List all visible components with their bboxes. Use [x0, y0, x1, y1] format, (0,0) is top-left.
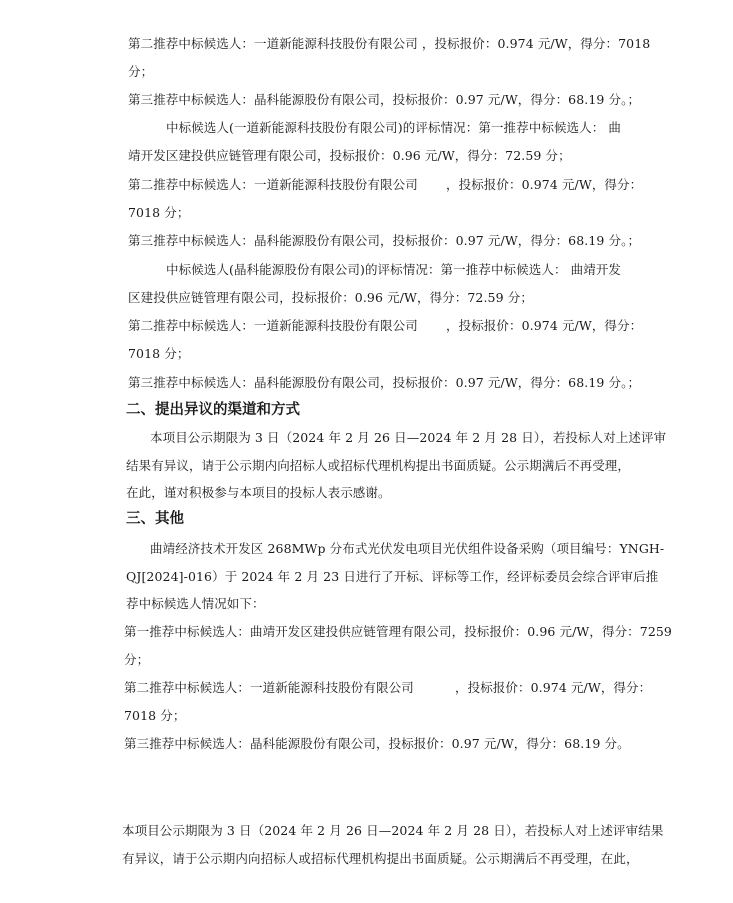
second-candidate-price: ，投标报价：0.974 元/W，得分： — [446, 177, 643, 192]
paragraph-line: 荐中标候选人情况如下： — [126, 596, 265, 611]
second-candidate-score: 7018 分； — [128, 205, 190, 220]
third-candidate-line: 第三推荐中标候选人：晶科能源股份有限公司，投标报价：0.97 元/W，得分：68.19 分。； — [128, 375, 641, 390]
second-candidate-price: ，投标报价：0.974 元/W，得分： — [455, 680, 652, 695]
evaluation-intro-line: 中标候选人(一道新能源科技股份有限公司)的评标情况：第一推荐中标候选人： 曲 — [166, 120, 622, 135]
second-candidate-line: 第二推荐中标候选人：一道新能源科技股份有限公司 — [124, 680, 414, 695]
third-candidate-line: 第三推荐中标候选人：晶科能源股份有限公司，投标报价：0.97 元/W，得分：68.19 分。 — [124, 736, 630, 751]
third-candidate-line: 第三推荐中标候选人：晶科能源股份有限公司，投标报价：0.97 元/W，得分：68.19 分。； — [128, 233, 641, 248]
evaluation-intro-line: 中标候选人(晶科能源股份有限公司)的评标情况：第一推荐中标候选人： 曲靖开发 — [166, 262, 622, 277]
paragraph-line: QJ[2024]-016）于 2024 年 2 月 23 日进行了开标、评标等工作，经评标委员会综合评审后推 — [126, 569, 659, 584]
score-continuation: 分； — [128, 64, 154, 79]
score-continuation: 分； — [124, 652, 150, 667]
section-heading: 三、其他 — [126, 511, 184, 527]
first-candidate-line: 第一推荐中标候选人：曲靖开发区建投供应链管理有限公司，投标报价：0.96 元/W，得分：7259 — [124, 624, 672, 639]
paragraph-line: 结果有异议，请于公示期内向招标人或招标代理机构提出书面质疑。公示期满后不再受理， — [126, 458, 631, 473]
paragraph-line: 本项目公示期限为 3 日（2024 年 2 月 26 日—2024 年 2 月 28 日），若投标人对上述评审 — [150, 430, 667, 445]
paragraph-line: 有异议，请于公示期内向招标人或招标代理机构提出书面质疑。公示期满后不再受理，在此， — [122, 851, 639, 866]
first-candidate-line: 区建投供应链管理有限公司，投标报价：0.96 元/W，得分：72.59 分； — [128, 290, 533, 305]
first-candidate-line: 靖开发区建投供应链管理有限公司，投标报价：0.96 元/W，得分：72.59 分； — [128, 148, 571, 163]
second-candidate-price: ，投标报价：0.974 元/W，得分： — [446, 318, 643, 333]
second-candidate-line: 第二推荐中标候选人：一道新能源科技股份有限公司 — [128, 318, 418, 333]
second-candidate-line: 第二推荐中标候选人：一道新能源科技股份有限公司 — [128, 177, 418, 192]
paragraph-line: 在此，谨对积极参与本项目的投标人表示感谢。 — [126, 485, 391, 500]
paragraph-line: 曲靖经济技术开发区 268MWp 分布式光伏发电项目光伏组件设备采购（项目编号：YNGH- — [150, 541, 665, 556]
paragraph-line: 本项目公示期限为 3 日（2024 年 2 月 26 日—2024 年 2 月 28 日），若投标人对上述评审结果 — [122, 823, 664, 838]
second-candidate-line: 第二推荐中标候选人：一道新能源科技股份有限公司 ，投标报价：0.974 元/W，得分：7018 — [128, 36, 651, 51]
second-candidate-score: 7018 分； — [124, 708, 186, 723]
third-candidate-line: 第三推荐中标候选人：晶科能源股份有限公司，投标报价：0.97 元/W，得分：68.19 分。； — [128, 92, 641, 107]
section-heading: 二、提出异议的渠道和方式 — [126, 402, 300, 418]
second-candidate-score: 7018 分； — [128, 346, 190, 361]
